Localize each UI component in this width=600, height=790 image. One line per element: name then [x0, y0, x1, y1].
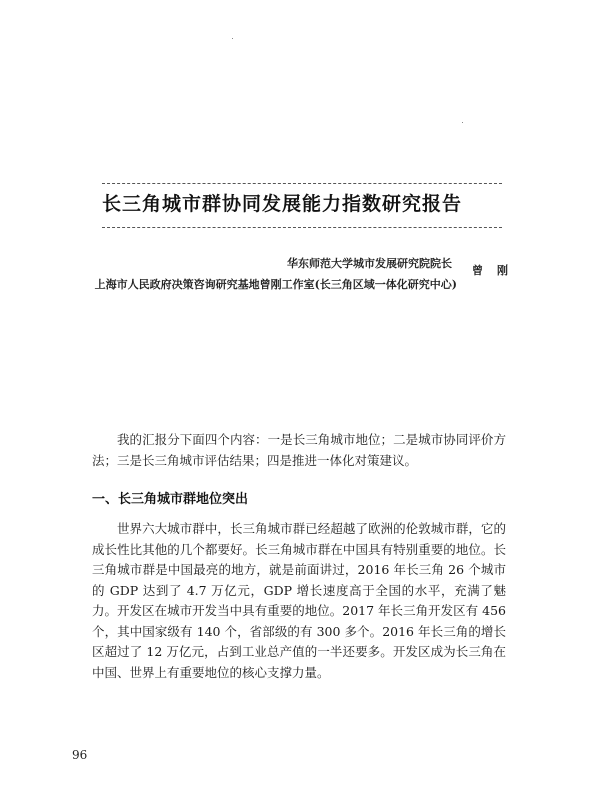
intro-paragraph: 我的汇报分下面四个内容：一是长三角城市地位；二是城市协同评价方法；三是长三角城市评估结果；四是推进一体化对策建议。 [92, 432, 506, 468]
title-bottom-rule [102, 227, 502, 228]
body-paragraph: 世界六大城市群中，长三角城市群已经超越了欧洲的伦敦城市群，它的成长性比其他的几个都要好。长三角城市群在中国具有特别重要的地位。长三角城市群是中国最亮的地方，就是前面讲过，2016 年长三角 26 个城市的 GDP 达到了 4.7 万亿元，GDP 增长速度高于全国的水平，充满了魅力。开发区在城市开发当中具有重要的地位。2017 年长三角开发区有 456 个，其中国家级有 140 个，省部级的有 300 多个。2016 年长三角的增长区超过了 12 万亿元，占到工业总产值的一半还要多。开发区成为长三角在中国、世界上有重要地位的核心支撑力量。 [92, 521, 506, 680]
title-top-rule [102, 183, 502, 184]
article-title: 长三角城市群协同发展能力指数研究报告 [102, 193, 463, 215]
scan-speck [462, 122, 463, 123]
page-number: 96 [72, 748, 88, 762]
author-affiliation-2: 上海市人民政府决策咨询研究基地曾刚工作室(长三角区域一体化研究中心) [94, 278, 457, 291]
author-name: 曾刚 [472, 264, 522, 277]
section-heading: 一、长三角城市群地位突出 [92, 492, 249, 507]
author-affiliation-1: 华东师范大学城市发展研究院院长 [287, 257, 452, 270]
scan-speck [232, 38, 233, 39]
